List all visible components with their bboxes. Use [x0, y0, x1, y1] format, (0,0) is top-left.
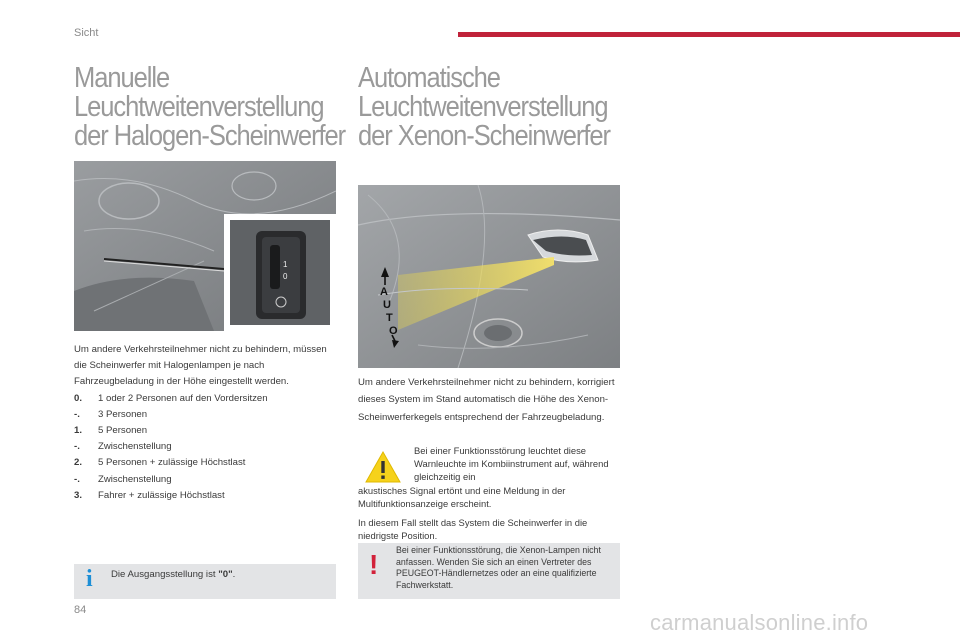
dial-label: 1 [283, 260, 288, 269]
position-list [74, 390, 268, 503]
watermark: carmanualsonline.info [650, 610, 869, 635]
exclamation-icon: ! [369, 549, 379, 580]
right-heading-line: der Xenon-Scheinwerfer [358, 120, 610, 152]
right-heading-line: Automatische [358, 62, 500, 94]
auto-letter: U [383, 299, 391, 311]
xenon-headlight-image [358, 185, 620, 368]
right-heading-line: Leuchtweitenverstellung [358, 91, 608, 123]
section-title: Sicht [74, 27, 99, 39]
list-item: 1. 5 Personen [74, 424, 148, 436]
list-item: 0. 1 oder 2 Personen auf den Vordersitzen [74, 392, 268, 404]
page-number: 84 [74, 604, 87, 616]
list-item: 3. Fahrer + zulässige Höchstlast [74, 489, 225, 501]
list-item: 2. 5 Personen + zulässige Höchstlast [74, 457, 246, 469]
warning-text-cont2: In diesem Fall stellt das System die Scheinwerfer in die niedrigste Position. [358, 517, 588, 542]
left-heading-line: Leuchtweitenverstellung [74, 91, 324, 123]
info-icon: i [86, 566, 93, 592]
left-heading-line: Manuelle [74, 62, 170, 94]
list-item: -. Zwischenstellung [74, 473, 172, 485]
warning-text: Bei einer Funktionsstörung leuchtet diese Warnleuchte im Kombiinstrument auf, während gleichzeitig ein [414, 445, 609, 483]
left-intro-text: Um andere Verkehrsteilnehmer nicht zu behindern, müssen die Scheinwerfer mit Halogenlampen je nach Fahrzeugbeladung in der Höhe eingestellt werden. [74, 344, 327, 388]
auto-letter: O [389, 325, 398, 337]
right-intro-text: Um andere Verkehrsteilnehmer nicht zu behindern, korrigiert dieses System im Stand automatisch die Höhe des Xenon-Scheinwerferkegels entsprechend der Fahrzeugbeladung. [358, 377, 615, 423]
note-text: Bei einer Funktionsstörung, die Xenon-Lampen nicht anfassen. Wenden Sie sich an einen Vertreter des PEUGEOT-Händlernetzes oder an eine qualifizierte Fachwerkstatt. [396, 545, 601, 590]
dashboard-dial-image [74, 161, 336, 331]
warning-text-cont: akustisches Signal ertönt und eine Meldung in der Multifunktionsanzeige erscheint. [358, 485, 566, 510]
warning-triangle-icon [364, 450, 402, 484]
left-heading [74, 64, 345, 151]
list-item: -. Zwischenstellung [74, 441, 172, 453]
dial-label: 0 [283, 272, 288, 281]
header-accent-bar [458, 32, 960, 37]
auto-letter: A [380, 286, 388, 298]
list-item: -. 3 Personen [74, 408, 148, 420]
info-text: Die Ausgangsstellung ist "0". [111, 569, 236, 580]
auto-letter: T [386, 312, 393, 324]
right-heading [358, 64, 610, 151]
left-heading-line: der Halogen-Scheinwerfer [74, 120, 346, 152]
